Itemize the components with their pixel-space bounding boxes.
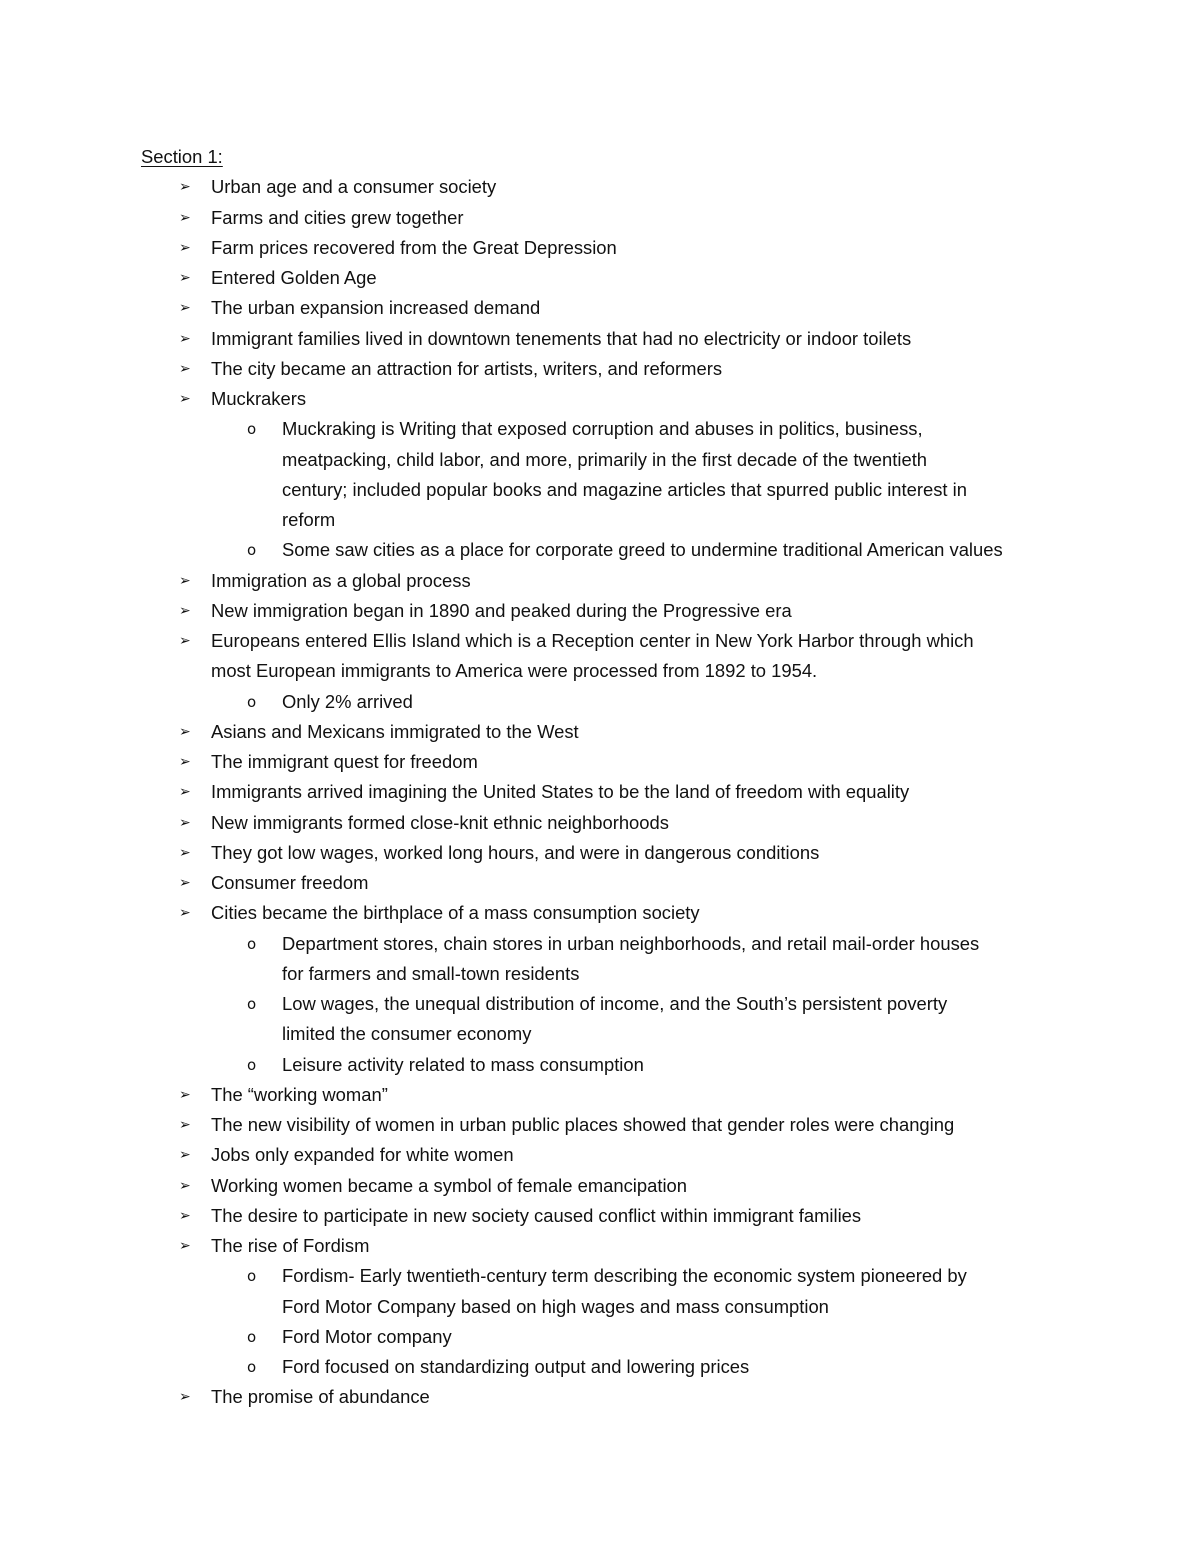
list-item: [141, 384, 1101, 414]
list-item-text: Some saw cities as a place for corporate greed to undermine traditional American values: [282, 539, 1003, 561]
list-item: [141, 838, 1101, 868]
circle-bullet-icon: o: [247, 934, 257, 953]
list-item: [141, 717, 1101, 747]
list-item: [141, 868, 1101, 898]
arrowhead-bullet-icon: ➢: [179, 360, 191, 377]
list-item-text: Asians and Mexicans immigrated to the West: [211, 720, 579, 742]
sub-list-item: [141, 1352, 1101, 1382]
arrowhead-bullet-icon: ➢: [179, 723, 191, 740]
list-item: [141, 777, 1101, 807]
sub-list-item: [141, 1261, 1101, 1322]
list-item-text: Working women became a symbol of female emancipation: [211, 1174, 688, 1196]
circle-bullet-icon: o: [247, 1358, 257, 1376]
list-item: [141, 324, 1101, 354]
arrowhead-bullet-icon: ➢: [179, 270, 191, 286]
list-item: [141, 747, 1101, 777]
list-item: [141, 566, 1101, 596]
list-item: [141, 898, 1101, 928]
list-item-text: The new visibility of women in urban public places showed that gender roles were changing: [211, 1114, 955, 1135]
arrowhead-bullet-icon: ➢: [179, 572, 191, 589]
list-item-text: The desire to participate in new society caused conflict within immigrant families: [211, 1204, 862, 1226]
list-item-text: Farms and cities grew together: [211, 206, 464, 228]
arrowhead-bullet-icon: ➢: [179, 300, 191, 317]
arrowhead-bullet-icon: ➢: [179, 179, 191, 196]
list-item: [141, 1080, 1101, 1110]
arrowhead-bullet-icon: ➢: [179, 1177, 191, 1194]
list-item: [141, 626, 1101, 687]
arrowhead-bullet-icon: ➢: [179, 1389, 191, 1406]
list-item-text: limited the consumer economy: [282, 1023, 532, 1045]
arrowhead-bullet-icon: ➢: [179, 875, 191, 891]
arrowhead-bullet-icon: ➢: [179, 602, 191, 619]
list-item-text: The rise of Fordism: [211, 1235, 370, 1256]
arrowhead-bullet-icon: ➢: [179, 1117, 191, 1133]
sub-list-item: [141, 929, 1101, 990]
arrowhead-bullet-icon: ➢: [179, 1238, 191, 1254]
list-item: [141, 263, 1101, 293]
list-item-text: New immigrants formed close-knit ethnic neighborhoods: [211, 811, 669, 833]
list-item-text: The urban expansion increased demand: [211, 297, 541, 319]
sub-list-item: [141, 1050, 1101, 1080]
arrowhead-bullet-icon: ➢: [179, 633, 191, 649]
list-item: [141, 1201, 1101, 1231]
list-item-text: Urban age and a consumer society: [211, 176, 497, 198]
list-item-text: The “working woman”: [211, 1083, 388, 1105]
list-item: [141, 1140, 1101, 1170]
arrowhead-bullet-icon: ➢: [179, 814, 191, 831]
list-item-text: New immigration began in 1890 and peaked during the Progressive era: [211, 599, 792, 621]
list-item-text: meatpacking, child labor, and more, primarily in the first decade of the twentieth: [282, 448, 928, 470]
circle-bullet-icon: o: [247, 995, 257, 1013]
list-item: [141, 233, 1101, 263]
list-item-text: most European immigrants to America were processed from 1892 to 1954.: [211, 660, 818, 682]
list-item-text: The promise of abundance: [211, 1386, 430, 1408]
list-item-text: Cities became the birthplace of a mass consumption society: [211, 902, 700, 924]
sub-list-item: [141, 414, 1101, 535]
arrowhead-bullet-icon: ➢: [179, 1207, 191, 1224]
list-item-text: Jobs only expanded for white women: [211, 1144, 514, 1166]
list-item: [141, 808, 1101, 838]
list-item-text: Immigrants arrived imagining the United States to be the land of freedom with equality: [211, 781, 910, 803]
document-body: [141, 142, 1101, 1413]
arrowhead-bullet-icon: ➢: [179, 844, 191, 861]
list-item-text: The immigrant quest for freedom: [211, 751, 478, 772]
list-item: [141, 354, 1101, 384]
circle-bullet-icon: o: [247, 541, 257, 560]
sub-list-item: [141, 687, 1101, 717]
list-item: [141, 1171, 1101, 1201]
arrowhead-bullet-icon: ➢: [179, 754, 191, 770]
list-item-text: Entered Golden Age: [211, 267, 377, 288]
list-item-text: The city became an attraction for artists, writers, and reformers: [211, 357, 723, 379]
list-item-text: Ford Motor company: [282, 1325, 452, 1347]
list-item: [141, 596, 1101, 626]
list-item-text: Leisure activity related to mass consumption: [282, 1053, 644, 1075]
list-item-text: Fordism- Early twentieth-century term describing the economic system pioneered by: [282, 1265, 967, 1287]
arrowhead-bullet-icon: ➢: [179, 1147, 191, 1164]
arrowhead-bullet-icon: ➢: [179, 209, 191, 226]
list-item-text: Farm prices recovered from the Great Depression: [211, 236, 617, 258]
list-item-text: Muckraking is Writing that exposed corruption and abuses in politics, business,: [282, 418, 923, 440]
list-item: [141, 1382, 1101, 1412]
list-item: [141, 172, 1101, 202]
list-item-text: They got low wages, worked long hours, and were in dangerous conditions: [211, 841, 820, 863]
list-item-text: reform: [282, 509, 336, 530]
list-item-text: Low wages, the unequal distribution of income, and the South’s persistent poverty: [282, 993, 948, 1014]
arrowhead-bullet-icon: ➢: [179, 784, 191, 801]
list-item: [141, 203, 1101, 233]
list-item-text: Europeans entered Ellis Island which is a Reception center in New York Harbor through which: [211, 630, 974, 651]
list-item-text: Muckrakers: [211, 388, 307, 409]
sub-list-item: [141, 1322, 1101, 1352]
sub-list-item: [141, 535, 1101, 565]
list-item-text: Department stores, chain stores in urban neighborhoods, and retail mail-order houses: [282, 932, 980, 954]
list-item-text: Immigration as a global process: [211, 569, 471, 591]
list-item-text: Immigrant families lived in downtown tenements that had no electricity or indoor toilets: [211, 327, 912, 349]
circle-bullet-icon: o: [247, 692, 257, 711]
list-item-text: Only 2% arrived: [282, 690, 413, 712]
arrowhead-bullet-icon: ➢: [179, 391, 191, 407]
circle-bullet-icon: o: [247, 420, 257, 439]
circle-bullet-icon: o: [247, 1327, 257, 1346]
arrowhead-bullet-icon: ➢: [179, 330, 191, 347]
list-item: [141, 1231, 1101, 1261]
list-item-text: for farmers and small-town residents: [282, 962, 580, 984]
section-heading: Section 1:: [141, 146, 223, 167]
sub-list-item: [141, 989, 1101, 1050]
list-item: [141, 1110, 1101, 1140]
arrowhead-bullet-icon: ➢: [179, 1086, 191, 1103]
list-item-text: Consumer freedom: [211, 872, 369, 893]
circle-bullet-icon: o: [247, 1267, 257, 1286]
circle-bullet-icon: o: [247, 1055, 257, 1074]
list-item-text: century; included popular books and magazine articles that spurred public interest in: [282, 478, 967, 500]
arrowhead-bullet-icon: ➢: [179, 905, 191, 922]
bullet-list: [141, 172, 1101, 1412]
list-item: [141, 293, 1101, 323]
arrowhead-bullet-icon: ➢: [179, 239, 191, 256]
list-item-text: Ford focused on standardizing output and lowering prices: [282, 1356, 750, 1377]
list-item-text: Ford Motor Company based on high wages and mass consumption: [282, 1295, 829, 1317]
